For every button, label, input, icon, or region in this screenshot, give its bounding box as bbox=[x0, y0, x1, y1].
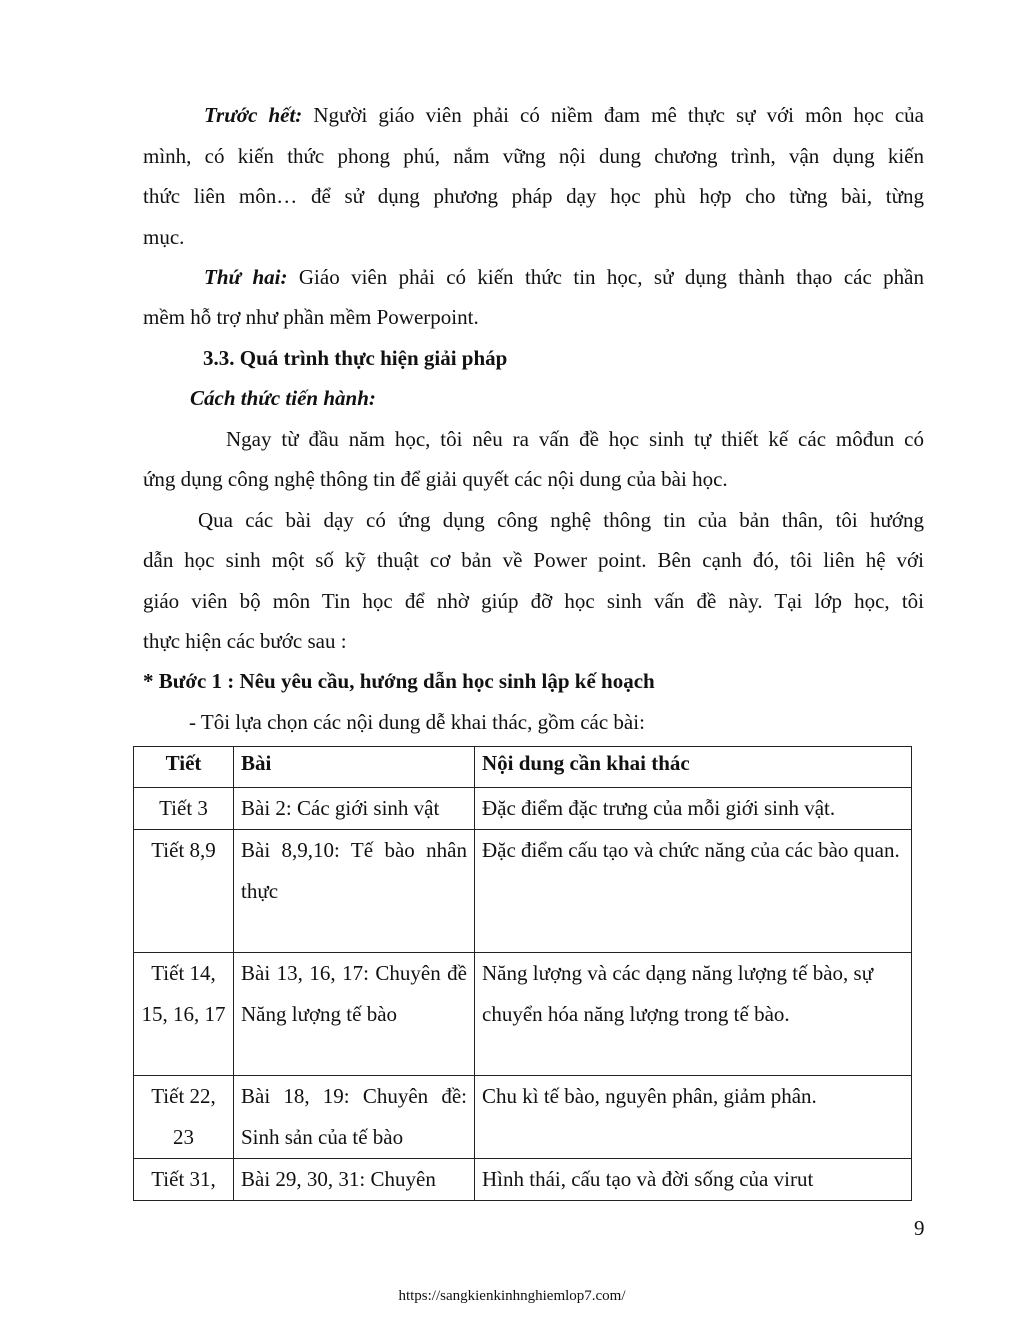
header-bai: Bài bbox=[234, 747, 475, 788]
cell-noi-dung: Năng lượng và các dạng năng lượng tế bào, sự chuyển hóa năng lượng trong tế bào. bbox=[475, 953, 912, 1076]
section-heading: 3.3. Quá trình thực hiện giải pháp bbox=[203, 346, 508, 370]
paragraph-line: thức liên môn… để sử dụng phương pháp dạy học phù hợp cho từng bài, từng bbox=[143, 184, 924, 208]
intro-line: - Tôi lựa chọn các nội dung dễ khai thác, gồm các bài: bbox=[189, 710, 645, 734]
paragraph-line bbox=[204, 264, 924, 290]
cell-bai: Bài 29, 30, 31: Chuyên bbox=[234, 1159, 475, 1201]
paragraph-line: Ngay từ đầu năm học, tôi nêu ra vấn đề học sinh tự thiết kế các môđun có bbox=[226, 427, 924, 451]
paragraph-line bbox=[204, 102, 924, 128]
cell-tiet: Tiết 31, bbox=[134, 1159, 234, 1201]
cell-noi-dung: Đặc điểm cấu tạo và chức năng của các bào quan. bbox=[475, 830, 912, 953]
cell-noi-dung: Đặc điểm đặc trưng của mỗi giới sinh vật. bbox=[475, 788, 912, 830]
paragraph-line: thực hiện các bước sau : bbox=[143, 629, 347, 653]
text: Người giáo viên phải có niềm đam mê thực sự với môn học của bbox=[313, 103, 924, 127]
cell-tiet: Tiết 8,9 bbox=[134, 830, 234, 953]
cell-bai: Bài 2: Các giới sinh vật bbox=[234, 788, 475, 830]
table-row bbox=[134, 830, 912, 953]
paragraph-line: ứng dụng công nghệ thông tin để giải quyết các nội dung của bài học. bbox=[143, 467, 728, 491]
lead-truoc-het: Trước hết: bbox=[204, 103, 303, 127]
paragraph-line: dẫn học sinh một số kỹ thuật cơ bản về Power point. Bên cạnh đó, tôi liên hệ với bbox=[143, 548, 924, 572]
paragraph-line: giáo viên bộ môn Tin học để nhờ giúp đỡ học sinh vấn đề này. Tại lớp học, tôi bbox=[143, 589, 924, 613]
text: Giáo viên phải có kiến thức tin học, sử dụng thành thạo các phần bbox=[298, 265, 924, 289]
table-row bbox=[134, 1159, 912, 1201]
table-header-row bbox=[134, 747, 912, 788]
page-number: 9 bbox=[914, 1216, 925, 1240]
header-tiet: Tiết bbox=[134, 747, 234, 788]
paragraph-line: mềm hỗ trợ như phần mềm Powerpoint. bbox=[143, 305, 479, 329]
footer-url[interactable]: https://sangkienkinhnghiemlop7.com/ bbox=[398, 1288, 626, 1304]
lead-thu-hai: Thứ hai: bbox=[204, 265, 288, 289]
cell-noi-dung: Hình thái, cấu tạo và đời sống của virut bbox=[475, 1159, 912, 1201]
cell-noi-dung: Chu kì tế bào, nguyên phân, giảm phân. bbox=[475, 1076, 912, 1159]
header-noi-dung: Nội dung cần khai thác bbox=[475, 747, 912, 788]
paragraph-line: Qua các bài dạy có ứng dụng công nghệ thông tin của bản thân, tôi hướng bbox=[198, 508, 924, 532]
table-row bbox=[134, 788, 912, 830]
cell-tiet: Tiết 14, 15, 16, 17 bbox=[134, 953, 234, 1076]
subheading: Cách thức tiến hành: bbox=[190, 386, 376, 410]
lesson-table bbox=[133, 746, 912, 1201]
cell-bai: Bài 18, 19: Chuyên đề: Sinh sản của tế bào bbox=[234, 1076, 475, 1159]
cell-tiet: Tiết 3 bbox=[134, 788, 234, 830]
table-row bbox=[134, 953, 912, 1076]
table-row bbox=[134, 1076, 912, 1159]
paragraph-line: mình, có kiến thức phong phú, nắm vững nội dung chương trình, vận dụng kiến bbox=[143, 144, 924, 168]
cell-bai: Bài 13, 16, 17: Chuyên đề Năng lượng tế bào bbox=[234, 953, 475, 1076]
step-heading: * Bước 1 : Nêu yêu cầu, hướng dẫn học sinh lập kế hoạch bbox=[143, 669, 655, 693]
paragraph-line: mục. bbox=[143, 225, 185, 249]
cell-bai: Bài 8,9,10: Tế bào nhân thực bbox=[234, 830, 475, 953]
cell-tiet: Tiết 22, 23 bbox=[134, 1076, 234, 1159]
